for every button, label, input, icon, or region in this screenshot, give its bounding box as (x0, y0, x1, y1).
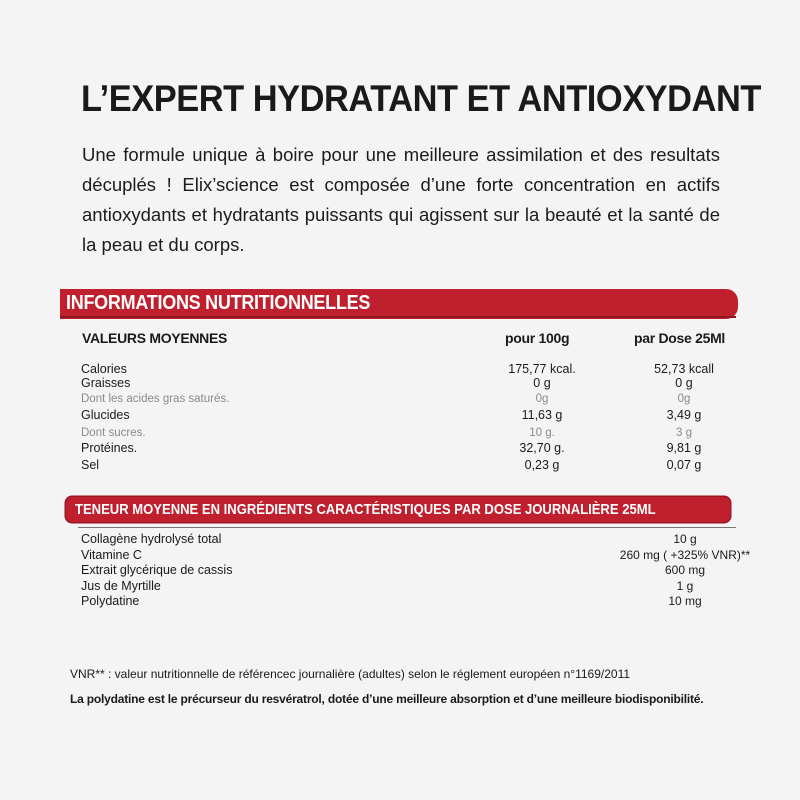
value-per-dose: 0g (677, 393, 691, 405)
nutrition-subrow (0, 391, 800, 407)
ingredient-row (0, 594, 800, 609)
value-per-dose: 0 g (675, 376, 693, 390)
ingredient-value: 600 mg (664, 563, 706, 577)
value-per-dose: 3,49 g (666, 408, 702, 422)
ingredient-row (0, 563, 800, 578)
value-per-100g: 32,70 g. (519, 441, 565, 455)
value-per-100g: 10 g. (529, 427, 555, 439)
intro-paragraph: Une formule unique à boire pour une meilleure assimilation et des resultats décuplés ! Elix’science est composée d’une forte concentration en actifs antioxydants et hydratants puissants qui agissent sur la beauté et la santé de la peau et du corps. (82, 144, 720, 255)
ingredient-value: 10 g (673, 532, 697, 546)
value-per-dose: 3 g (676, 427, 692, 439)
ingredient-value: 10 mg (668, 594, 702, 608)
nutrition-row (0, 457, 800, 473)
ingredient-label: Collagène hydrolysé total (81, 532, 222, 546)
ingredient-label: Extrait glycérique de cassis (81, 563, 233, 577)
polydatine-footnote: La polydatine est le précurseur du resvératrol, dotée d’une meilleure absorption et d’une meilleure biodisponibilité. (70, 692, 704, 706)
value-per-dose: 0,07 g (666, 458, 702, 472)
ingredients-banner (66, 497, 730, 522)
nutrient-label: Glucides (81, 408, 130, 422)
value-per-100g: 0 g (533, 376, 551, 390)
nutrient-label: Dont sucres. (81, 427, 146, 439)
value-per-100g: 0g (535, 393, 549, 405)
ingredient-label: Vitamine C (81, 548, 142, 562)
nutrient-label: Graisses (81, 376, 131, 390)
value-per-dose: 52,73 kcall (654, 362, 714, 376)
value-per-100g: 11,63 g (521, 408, 563, 422)
value-per-100g: 0,23 g (524, 458, 560, 472)
nutrition-row (0, 407, 800, 423)
nutrition-row (0, 440, 800, 456)
banner-underline (60, 316, 736, 318)
page-title: L’EXPERT HYDRATANT ET ANTIOXYDANT (81, 78, 761, 119)
ingredients-banner-label: TENEUR MOYENNE EN INGRÉDIENTS CARACTÉRISTIQUES PAR DOSE JOURNALIÈRE 25ML (75, 501, 656, 518)
ingredient-row (0, 548, 800, 563)
header-average-values: VALEURS MOYENNES (82, 330, 228, 346)
header-per-dose: par Dose 25Ml (634, 330, 726, 346)
value-per-dose: 9,81 g (666, 441, 702, 455)
ingredient-value: 260 mg ( +325% VNR)** (619, 548, 751, 562)
nutrient-label: Calories (81, 362, 127, 376)
ingredient-value: 1 g (676, 579, 694, 593)
ingredient-row (0, 579, 800, 594)
ingredients-divider (78, 527, 736, 528)
header-per-100g: pour 100g (505, 330, 570, 346)
value-per-100g: 175,77 kcal. (508, 362, 576, 376)
nutrient-label: Protéines. (81, 441, 138, 455)
ingredient-row (0, 532, 800, 547)
nutrition-subrow (0, 425, 800, 441)
nutrition-banner (60, 289, 738, 319)
nutrient-label: Dont les acides gras saturés. (81, 393, 230, 405)
vnr-footnote: VNR** : valeur nutritionnelle de référencec journalière (adultes) selon le réglement européen n°1169/2011 (70, 667, 631, 681)
ingredient-label: Jus de Myrtille (81, 579, 161, 593)
ingredient-label: Polydatine (81, 594, 140, 608)
nutrition-row (0, 375, 800, 391)
nutrient-label: Sel (81, 458, 100, 472)
nutrition-banner-label: INFORMATIONS NUTRITIONNELLES (66, 292, 371, 314)
